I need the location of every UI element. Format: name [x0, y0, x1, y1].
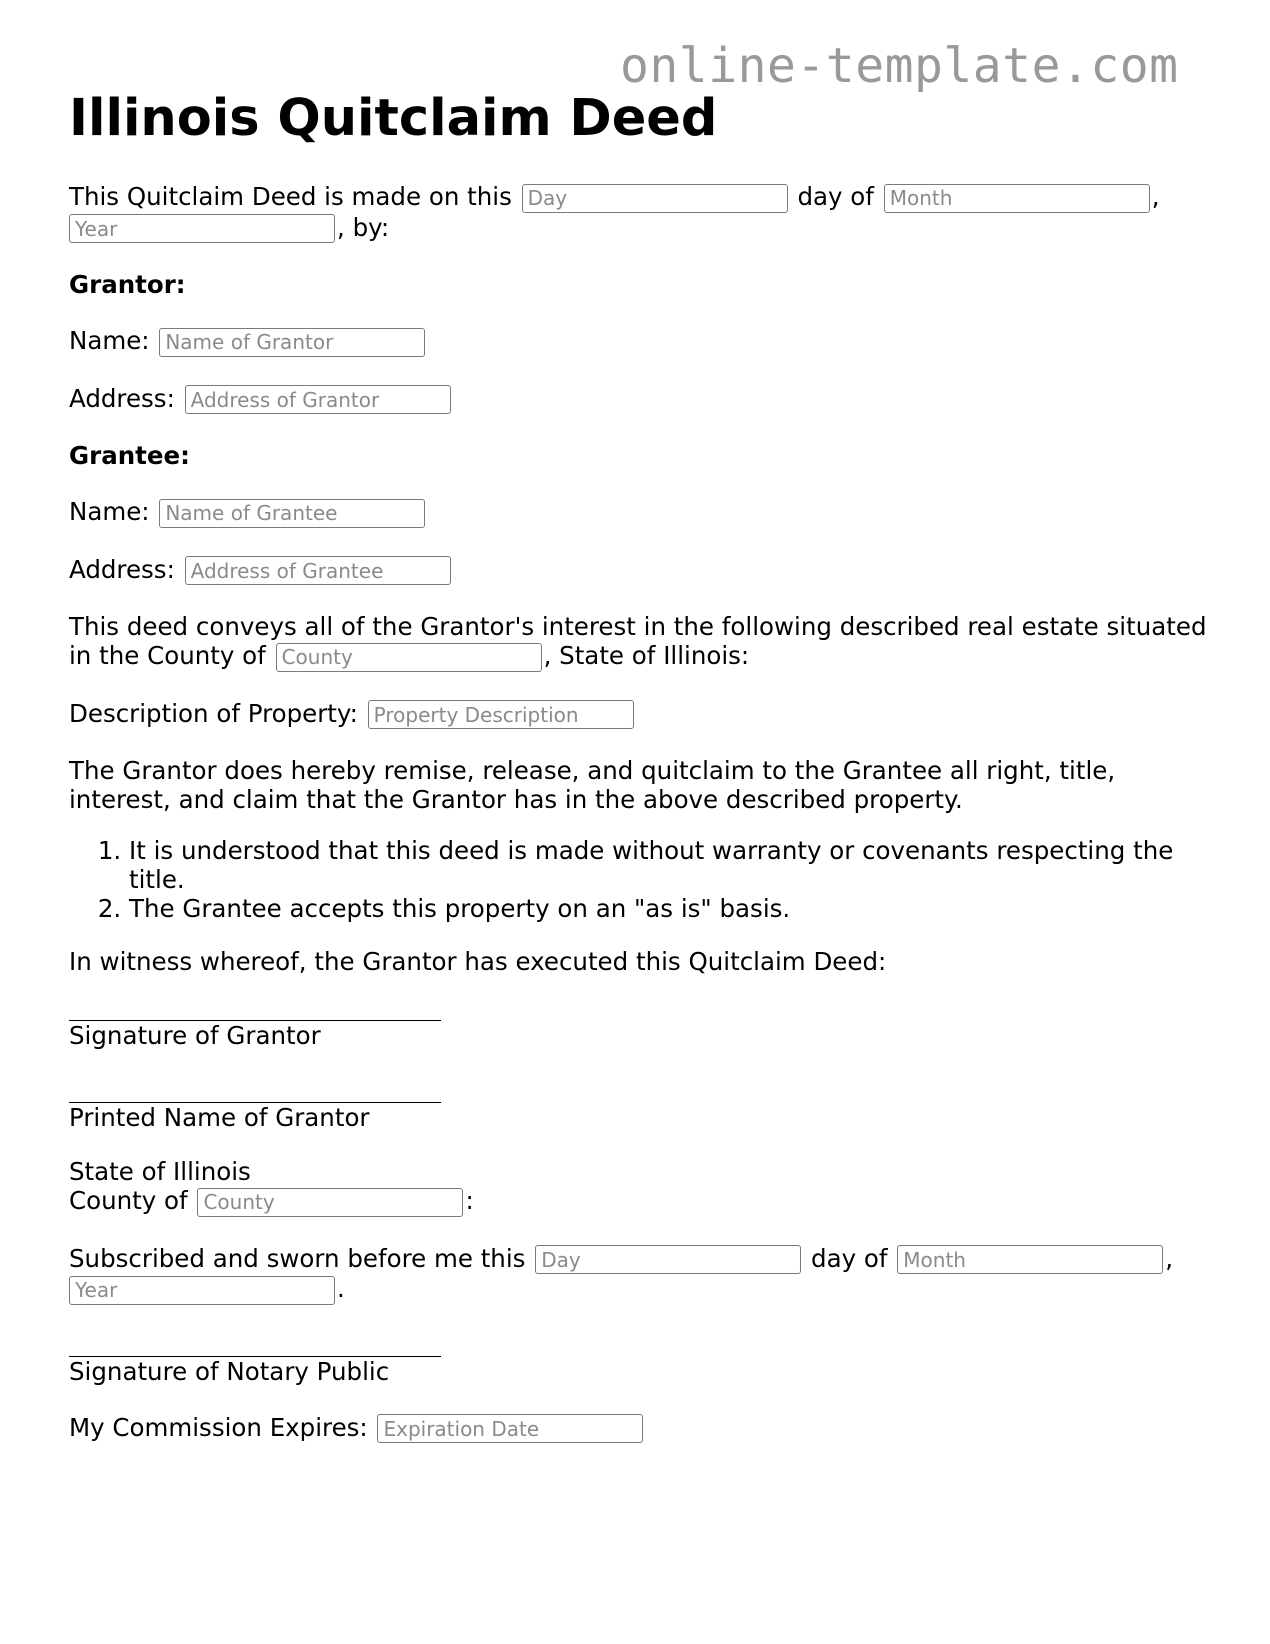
intro-text: This Quitclaim Deed is made on this — [69, 182, 512, 211]
grantor-signature-line[interactable] — [69, 992, 441, 1021]
grantee-name-label: Name: — [69, 497, 150, 526]
deed-year-input[interactable] — [69, 214, 335, 243]
commission-label: My Commission Expires: — [69, 1412, 368, 1442]
grantee-heading: Grantee: — [69, 441, 190, 470]
printed-name-line[interactable] — [69, 1074, 441, 1103]
property-county-input[interactable] — [276, 643, 542, 672]
commission-row — [69, 1413, 1209, 1444]
grantor-address-label: Address: — [69, 383, 175, 413]
commission-expiration-input[interactable] — [377, 1414, 643, 1443]
deed-day-input[interactable] — [522, 184, 788, 213]
grantor-signature-label: Signature of Grantor — [69, 1021, 321, 1050]
grantor-name-row — [69, 326, 1209, 357]
notary-month-input[interactable] — [897, 1245, 1163, 1274]
remise-paragraph: The Grantor does hereby remise, release, and quitclaim to the Grantee all right, title, interest, and claim that the Grantor has in the above described property. — [69, 756, 1116, 814]
notary-year-input[interactable] — [69, 1276, 335, 1305]
notary-county-label: County of — [69, 1186, 188, 1215]
conveyance-paragraph — [69, 612, 1209, 672]
watermark: online-template.com — [620, 38, 1179, 94]
conveyance-text: This deed conveys all of the Grantor's interest in the following described real estate situated in the County of — [69, 612, 1207, 670]
deed-document — [69, 90, 1209, 1443]
intro-paragraph — [69, 182, 1209, 243]
colon-text: : — [465, 1186, 474, 1215]
witness-text: In witness whereof, the Grantor has executed this Quitclaim Deed: — [69, 947, 887, 976]
notary-county-input[interactable] — [197, 1188, 463, 1217]
notary-county-row — [69, 1186, 1209, 1217]
property-label: Description of Property: — [69, 698, 358, 728]
grantor-name-input[interactable] — [159, 328, 425, 357]
grantor-heading: Grantor: — [69, 270, 186, 299]
notary-comma-text: , — [1165, 1243, 1174, 1273]
state-text: , State of Illinois: — [543, 641, 750, 670]
property-row — [69, 699, 1209, 730]
grantor-address-row — [69, 384, 1209, 415]
deed-month-input[interactable] — [884, 184, 1150, 213]
list-item: 2. The Grantee accepts this property on an "as is" basis. — [129, 894, 1209, 923]
list-item: 1. It is understood that this deed is made without warranty or covenants respecting the title. — [129, 836, 1209, 894]
terms-list — [69, 836, 1209, 923]
page-title: Illinois Quitclaim Deed — [69, 89, 718, 148]
grantee-address-label: Address: — [69, 554, 175, 584]
notary-signature-line[interactable] — [69, 1328, 441, 1357]
grantee-address-input[interactable] — [185, 556, 451, 585]
comma-text: , — [1151, 182, 1160, 211]
notary-day-input[interactable] — [535, 1245, 801, 1274]
notary-signature-label: Signature of Notary Public — [69, 1356, 390, 1386]
day-of-text: day of — [797, 182, 874, 211]
grantee-name-row — [69, 497, 1209, 528]
notary-state: State of Illinois — [69, 1157, 251, 1186]
grantor-name-label: Name: — [69, 326, 150, 355]
period-text: . — [337, 1274, 345, 1303]
printed-name-label: Printed Name of Grantor — [69, 1103, 370, 1132]
sworn-text: Subscribed and sworn before me this — [69, 1243, 526, 1273]
notary-day-of-text: day of — [811, 1243, 888, 1273]
property-description-input[interactable] — [368, 700, 634, 729]
grantee-address-row — [69, 555, 1209, 586]
grantee-name-input[interactable] — [159, 499, 425, 528]
grantor-address-input[interactable] — [185, 385, 451, 414]
by-text: , by: — [337, 212, 390, 242]
sworn-paragraph — [69, 1244, 1209, 1305]
